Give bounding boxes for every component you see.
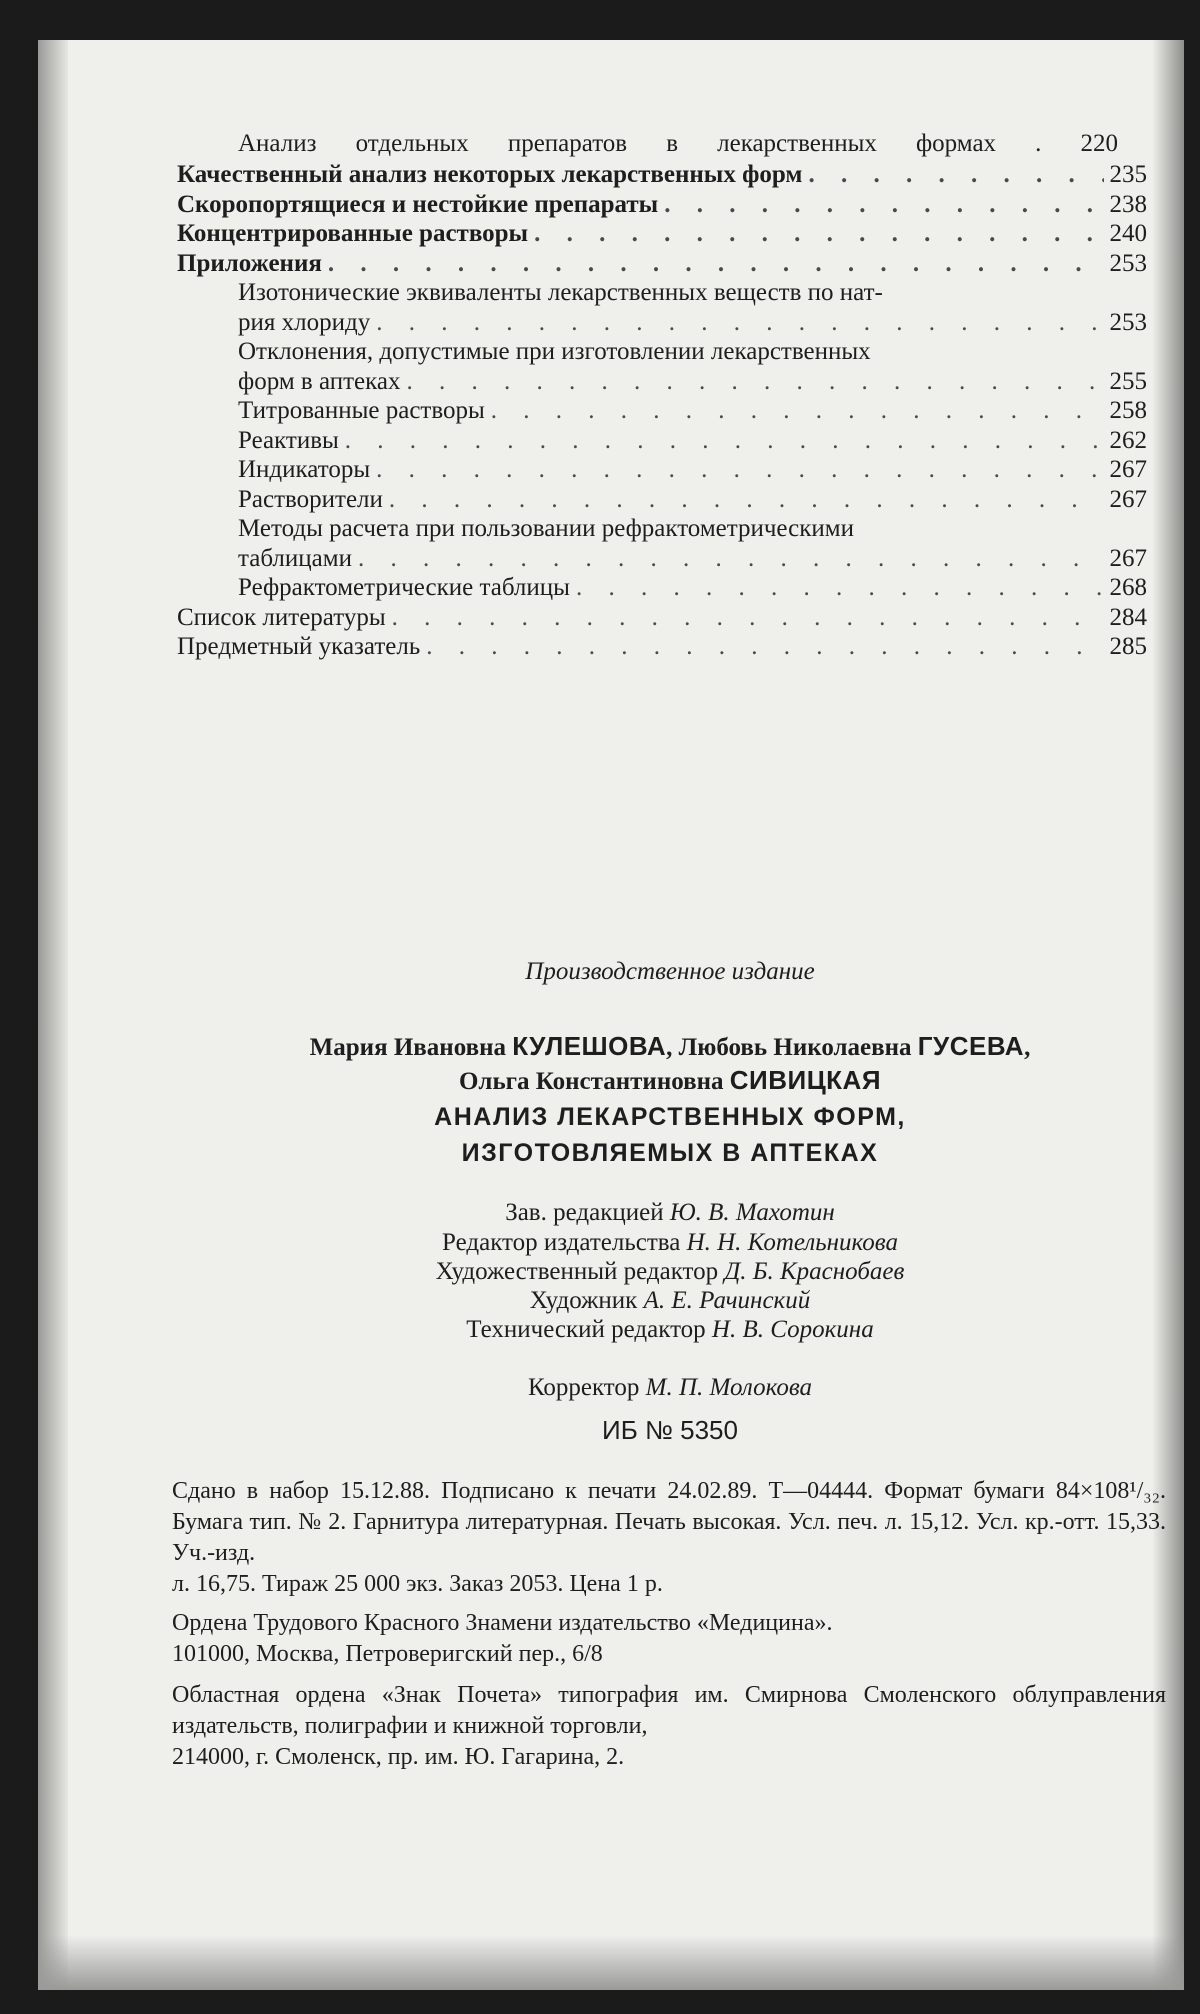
corrector-role: Корректор: [527, 1374, 640, 1401]
staff-line: [170, 1257, 1170, 1287]
toc-entry: [238, 485, 1147, 515]
staff-role: Художник: [529, 1287, 638, 1314]
book-title-line-2: ИЗГОТОВЛЯЕМЫХ В АПТЕКАХ: [461, 1139, 879, 1167]
toc-word: отдельных: [355, 130, 469, 157]
staff-name: А. Е. Рачинский: [643, 1287, 811, 1314]
author-name: , Любовь Николаевна: [666, 1034, 918, 1061]
toc-entry-label: Приложения: [177, 249, 322, 277]
toc-entry-label: таблицами: [238, 544, 352, 572]
toc-leader-dots: [376, 308, 1103, 338]
toc-entry-label: Методы расчета при пользовании рефрактометрическими: [238, 515, 854, 542]
print-details-text: Сдано в набор 15.12.88. Подписано к печати 24.02.89. Т—04444. Формат бумаги 84×108¹/₃₂. Бумага тип. № 2. Гарнитура литературная. Печать высокая. Усл. печ. л. 15,12. Усл. кр.-отт. 15,33. Уч.-изд.: [172, 1478, 1166, 1566]
toc-leader-dots: [491, 396, 1104, 426]
toc-first-line: [238, 129, 1118, 159]
corrector-name: М. П. Молокова: [645, 1374, 813, 1401]
toc-leader-dots: [392, 603, 1104, 633]
toc-word: Анализ: [238, 130, 317, 157]
staff-role: Художественный редактор: [435, 1258, 719, 1285]
toc-page-number: 267: [1109, 544, 1147, 572]
toc-page-number: 220: [1080, 130, 1118, 157]
toc-word: в: [666, 130, 679, 157]
toc-entry-label: Рефрактометрические таблицы: [238, 574, 570, 601]
toc-leader-dots: [328, 249, 1104, 279]
toc-page-number: 253: [1109, 308, 1147, 336]
toc-leader-dots: [358, 544, 1104, 574]
toc-entry-label: Изотонические эквиваленты лекарственных веществ по нат-: [238, 279, 883, 306]
printer-name: Областная ордена «Знак Почета» типография им. Смирнова Смоленского облуправления издательств, полиграфии и книжной торговли,: [172, 1682, 1166, 1739]
separator: ,: [1024, 1034, 1031, 1061]
toc-entry-label: Список литературы: [177, 603, 386, 631]
author-surname: СИВИЦКАЯ: [729, 1065, 882, 1095]
print-details: [172, 1476, 1166, 1600]
toc-entry-label: Предметный указатель: [177, 633, 421, 660]
toc-leader-dots: [406, 367, 1103, 397]
toc-entry-label: Индикаторы: [238, 456, 371, 483]
corrector-line: [170, 1373, 1170, 1403]
staff-line: [170, 1198, 1170, 1228]
staff-name: Н. Н. Котельникова: [686, 1229, 898, 1256]
toc-word: лекарственных: [717, 130, 877, 157]
authors-line-1: [170, 1030, 1170, 1064]
toc-page-number: 255: [1109, 367, 1147, 395]
toc-leader-dots: [376, 455, 1103, 485]
toc-entry-label: рия хлориду: [238, 308, 371, 336]
toc-entry: [177, 632, 1147, 662]
author-name: Мария Ивановна: [309, 1034, 513, 1061]
toc-page-number: 262: [1109, 426, 1147, 454]
toc-leader-dots: [389, 485, 1104, 515]
staff-role: Редактор издательства: [442, 1229, 681, 1256]
toc-entry-label: Реактивы: [238, 426, 339, 454]
toc-page-number: 267: [1109, 456, 1147, 483]
printer-info: [172, 1680, 1166, 1773]
toc-entry: [238, 514, 1147, 544]
author-surname: КУЛЕШОВА: [512, 1031, 667, 1061]
toc-entry-label: Титрованные растворы: [238, 397, 485, 424]
toc-leader-dots: [345, 426, 1104, 456]
toc-page-number: 235: [1109, 161, 1147, 188]
staff-line: [170, 1315, 1170, 1345]
toc-entry-label: форм в аптеках: [238, 367, 401, 395]
publisher-info: [172, 1608, 1166, 1670]
toc-entry: [238, 278, 1147, 308]
print-details-end: л. 16,75. Тираж 25 000 экз. Заказ 2053. Цена 1 р.: [172, 1571, 663, 1597]
toc-entry-label: Растворители: [238, 485, 383, 513]
toc-page-number: 240: [1109, 220, 1147, 247]
toc-leader-dots: [534, 219, 1103, 249]
toc-entry: [177, 249, 1147, 279]
edition-type: Производственное издание: [525, 958, 815, 985]
toc-entry-label: Скоропортящиеся и нестойкие препараты: [177, 190, 659, 218]
toc-word: .: [1035, 130, 1042, 157]
toc-page-number: 285: [1109, 633, 1147, 660]
toc-leader-dots: [576, 573, 1104, 603]
authors-line-2: [170, 1064, 1170, 1098]
toc-entry-label: Концентрированные растворы: [177, 220, 529, 247]
toc-leader-dots: [426, 632, 1103, 662]
toc-entry: [238, 544, 1147, 574]
author-surname: ГУСЕВА: [917, 1031, 1025, 1061]
staff-line: [170, 1228, 1170, 1258]
toc-entry-label: Отклонения, допустимые при изготовлении лекарственных: [238, 338, 871, 365]
toc-entry: [238, 337, 1147, 367]
toc-entry: [238, 308, 1147, 338]
publisher-address: 101000, Москва, Петроверигский пер., 6/8: [172, 1641, 603, 1667]
toc-page-number: 258: [1109, 397, 1147, 424]
toc-leader-dots: [808, 160, 1103, 190]
toc-page-number: 238: [1109, 190, 1147, 218]
toc-page-number: 267: [1109, 485, 1147, 513]
toc-entry: [238, 455, 1147, 485]
toc-entry-label: Качественный анализ некоторых лекарственных форм: [177, 161, 803, 188]
staff-name: Н. В. Сорокина: [711, 1316, 874, 1343]
toc-entry: [238, 426, 1147, 456]
staff-role: Технический редактор: [466, 1316, 706, 1343]
toc-entry: [238, 573, 1147, 603]
toc-leader-dots: [664, 190, 1103, 220]
staff-role: Зав. редакцией: [505, 1199, 664, 1226]
staff-name: Ю. В. Махотин: [669, 1199, 835, 1226]
toc-word: препаратов: [507, 130, 628, 157]
staff-name: Д. Б. Краснобаев: [724, 1258, 905, 1285]
toc-entry: [177, 603, 1147, 633]
ib-number: ИБ № 5350: [602, 1415, 738, 1445]
author-name: Ольга Константиновна: [458, 1068, 730, 1095]
page-spine-shadow: [38, 40, 68, 1990]
page-bottom-shadow: [38, 1935, 1184, 1990]
toc-word: формах: [915, 130, 997, 157]
toc-entry: [238, 396, 1147, 426]
book-title-line-1: АНАЛИЗ ЛЕКАРСТВЕННЫХ ФОРМ,: [434, 1103, 906, 1131]
printer-address: 214000, г. Смоленск, пр. им. Ю. Гагарина, 2.: [172, 1744, 625, 1770]
authors: [170, 1030, 1170, 1098]
toc-entry: [177, 219, 1147, 249]
toc-entry: [238, 367, 1147, 397]
toc-page-number: 253: [1109, 249, 1147, 277]
toc-page-number: 268: [1109, 574, 1147, 601]
toc-entry: [177, 160, 1147, 190]
publisher-name: Ордена Трудового Красного Знамени издательство «Медицина».: [172, 1610, 833, 1636]
toc-page-number: 284: [1109, 603, 1147, 631]
toc-entry: [177, 190, 1147, 220]
staff-line: [170, 1286, 1170, 1316]
